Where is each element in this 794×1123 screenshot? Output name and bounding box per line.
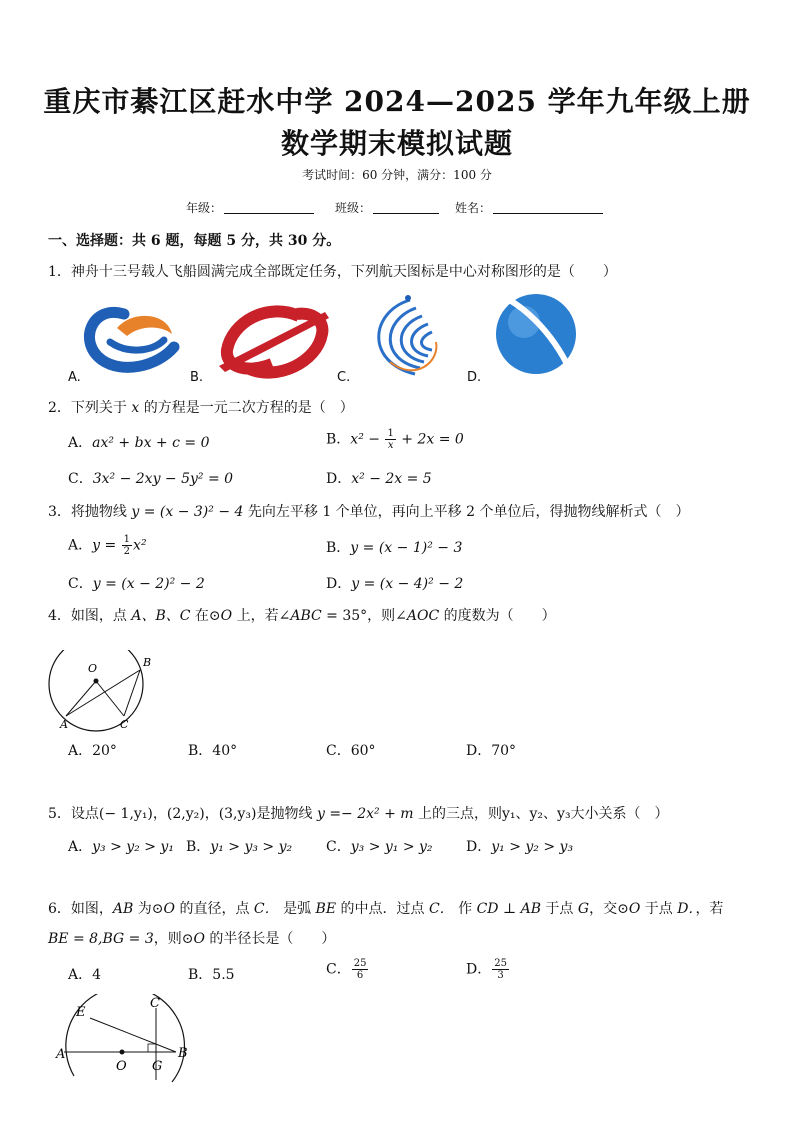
q3-option-d[interactable]: D．y = (x − 4)² − 2 bbox=[326, 576, 464, 592]
q5-option-b[interactable]: B．y₁ > y₃ > y₂ bbox=[186, 839, 293, 855]
q6-option-a[interactable]: A．4 bbox=[68, 967, 102, 983]
exam-title-line1: 重庆市綦江区赶水中学 2024—2025 学年九年级上册 bbox=[43, 85, 751, 118]
q6-label-b: B bbox=[178, 1046, 188, 1061]
q2-option-c[interactable]: C．3x² − 2xy − 5y² = 0 bbox=[68, 471, 234, 487]
exam-title-line2: 数学期末模拟试题 bbox=[280, 127, 513, 160]
q1-logos bbox=[62, 292, 592, 388]
q4-option-b[interactable]: B．40° bbox=[188, 743, 238, 759]
q2-option-b[interactable]: B．x² − $\frac{1}{x}$ + 2x = 0 bbox=[326, 428, 464, 451]
q2-option-a[interactable]: A．ax² + bx + c = 0 bbox=[68, 435, 210, 451]
logo-b[interactable] bbox=[219, 311, 329, 372]
q6-label-g: G bbox=[152, 1059, 163, 1074]
q4-label-a: A bbox=[60, 718, 68, 731]
q4-label-c: C bbox=[120, 718, 129, 731]
q6-option-b[interactable]: B．5.5 bbox=[188, 967, 235, 983]
q6-figure bbox=[52, 994, 202, 1084]
q6-text-line1: 6．如图，AB 为⊙O 的直径，点 C． 是弧 BE 的中点．过点 C． 作 CD ⊥ AB 于点 G，交⊙O 于点 D．，若 bbox=[48, 901, 724, 917]
class-blank[interactable] bbox=[373, 201, 439, 214]
q1-label-b[interactable]: B. bbox=[190, 370, 204, 385]
q2-text: 2．下列关于 x 的方程是一元二次方程的是（ ） bbox=[48, 400, 354, 416]
q6-text-line2: BE = 8,BG = 3，则⊙O 的半径长是（ ） bbox=[48, 931, 336, 947]
q4-label-o: O bbox=[88, 662, 98, 675]
class-label: 班级： bbox=[335, 201, 372, 215]
q6-label-c: C bbox=[150, 996, 160, 1011]
q1-label-d[interactable]: D. bbox=[467, 370, 482, 385]
q6-label-a: A bbox=[56, 1047, 66, 1062]
q6-label-e: E bbox=[76, 1005, 86, 1020]
exam-info: 考试时间：60 分钟，满分：100 分 bbox=[302, 168, 492, 182]
name-blank[interactable] bbox=[493, 201, 603, 214]
q5-option-d[interactable]: D．y₁ > y₂ > y₃ bbox=[466, 839, 574, 855]
q1-label-a[interactable]: A. bbox=[68, 370, 81, 385]
q4-option-a[interactable]: A．20° bbox=[68, 743, 117, 759]
q6-label-o: O bbox=[116, 1059, 127, 1074]
q5-option-a[interactable]: A．y₃ > y₂ > y₁ bbox=[68, 839, 174, 855]
q3-option-b[interactable]: B．y = (x − 1)² − 3 bbox=[326, 540, 463, 556]
q4-figure bbox=[44, 650, 156, 734]
section1-heading: 一、选择题：共 6 题，每题 5 分，共 30 分。 bbox=[48, 233, 341, 249]
name-label: 姓名： bbox=[455, 201, 492, 215]
q1-text: 1．神舟十三号载人飞船圆满完成全部既定任务，下列航天图标是中心对称图形的是（ ） bbox=[48, 264, 617, 280]
class-field[interactable] bbox=[335, 199, 439, 216]
q3-text: 3．将抛物线 y = (x − 3)² − 4 先向左平移 1 个单位，再向上平移 2 个单位后，得抛物线解析式（ ） bbox=[48, 504, 690, 520]
q2-option-d[interactable]: D．x² − 2x = 5 bbox=[326, 471, 432, 487]
q4-label-b: B bbox=[143, 656, 152, 669]
logo-c[interactable] bbox=[379, 295, 437, 374]
q4-text: 4．如图，点 A、B、C 在⊙O 上，若∠ABC = 35°，则∠AOC 的度数为（ ） bbox=[48, 608, 556, 624]
q6-option-c[interactable]: C． $\frac{25}{6}$ bbox=[326, 958, 367, 981]
q5-option-c[interactable]: C．y₃ > y₁ > y₂ bbox=[326, 839, 433, 855]
q6-option-d[interactable]: D． $\frac{25}{3}$ bbox=[466, 958, 507, 981]
q1-label-c[interactable]: C. bbox=[337, 370, 351, 385]
q4-option-c[interactable]: C．60° bbox=[326, 743, 376, 759]
q3-option-c[interactable]: C．y = (x − 2)² − 2 bbox=[68, 576, 205, 592]
q5-text: 5．设点(− 1,y₁)，(2,y₂)，(3,y₃)是抛物线 y =− 2x² + m 上的三点，则y₁、y₂、y₃大小关系（ ） bbox=[48, 806, 669, 822]
grade-field[interactable] bbox=[186, 199, 314, 216]
grade-blank[interactable] bbox=[224, 201, 314, 214]
grade-label: 年级： bbox=[186, 201, 223, 215]
name-field[interactable] bbox=[455, 199, 603, 216]
q3-option-a[interactable]: A．y = $\frac{1}{2}$ x² bbox=[68, 534, 147, 557]
q4-option-d[interactable]: D．70° bbox=[466, 743, 517, 759]
logo-a[interactable] bbox=[89, 312, 174, 367]
logo-d[interactable] bbox=[492, 292, 576, 374]
